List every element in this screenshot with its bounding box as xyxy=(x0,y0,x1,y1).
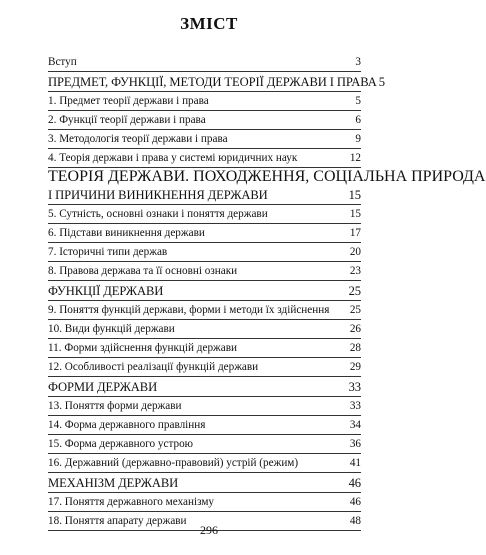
toc-entry-label: 18. Поняття апарату держави xyxy=(48,515,187,527)
toc-entry-label: Вступ xyxy=(48,56,77,68)
toc-entry xyxy=(48,149,361,168)
toc-entry-label: ФУНКЦІЇ ДЕРЖАВИ xyxy=(48,284,164,298)
toc-entry-page: 46 xyxy=(349,496,361,508)
toc-entry-label: 10. Види функцій держави xyxy=(48,323,175,335)
toc-section-heading xyxy=(48,281,361,301)
toc-entry-label: 11. Форми здійснення функцій держави xyxy=(48,342,238,354)
toc-entry-label: ПРЕДМЕТ, ФУНКЦІЇ, МЕТОДИ ТЕОРІЇ ДЕРЖАВИ І ПРАВА xyxy=(48,75,377,89)
toc-entry-label: 1. Предмет теорії держави і права xyxy=(48,95,209,107)
toc-entry-page: 3 xyxy=(355,56,361,68)
toc-entry-label: 8. Правова держава та її основні ознаки xyxy=(48,265,238,277)
toc-entry-page: 25 xyxy=(348,284,361,298)
toc-entry-label: 4. Теорія держави і права у системі юридичних наук xyxy=(48,152,298,164)
toc-entry xyxy=(48,224,361,243)
toc-entry xyxy=(48,130,361,149)
toc-section-heading xyxy=(48,168,486,185)
toc-entry-label: 2. Функції теорії держави і права xyxy=(48,114,206,126)
toc-entry-label: 5. Сутність, основні ознаки і поняття держави xyxy=(48,208,268,220)
toc-entry xyxy=(48,92,361,111)
toc-entry xyxy=(48,243,361,262)
toc-entry xyxy=(48,339,361,358)
toc-entry xyxy=(48,53,361,72)
toc-entry-page: 12 xyxy=(349,152,361,164)
toc-entry-label: 14. Форма державного правління xyxy=(48,419,206,431)
toc-entry-label: 16. Державний (державно-правовий) устрій (режим) xyxy=(48,457,299,469)
toc-entry-label: 3. Методологія теорії держави і права xyxy=(48,133,228,145)
toc-section-heading xyxy=(48,72,385,92)
toc-entry xyxy=(48,416,361,435)
toc-entry-page: 6 xyxy=(355,114,361,126)
toc-entry-label: І ПРИЧИНИ ВИНИКНЕННЯ ДЕРЖАВИ xyxy=(48,188,268,202)
page-number: 296 xyxy=(200,523,218,537)
toc-entry-page: 34 xyxy=(349,419,361,431)
toc-entry-page: 20 xyxy=(349,246,361,258)
toc-entry-label: 6. Підстави виникнення держави xyxy=(48,227,205,239)
toc-entry-page: 36 xyxy=(349,438,361,450)
toc-entry-label: ФОРМИ ДЕРЖАВИ xyxy=(48,380,158,394)
toc-entry-page: 46 xyxy=(348,476,361,490)
toc-entry xyxy=(48,397,361,416)
toc-entry-page: 9 xyxy=(355,133,361,145)
toc-entry-page: 5 xyxy=(355,95,361,107)
toc-entry-page: 28 xyxy=(349,342,361,354)
toc-entry xyxy=(48,205,361,224)
toc-section-heading xyxy=(48,473,361,493)
toc-entry-label: 9. Поняття функцій держави, форми і методи їх здійснення xyxy=(48,304,330,316)
toc-entry-page: 25 xyxy=(349,304,361,316)
toc-entry-label: МЕХАНІЗМ ДЕРЖАВИ xyxy=(48,476,179,490)
toc-entry xyxy=(48,111,361,130)
toc-section-heading xyxy=(48,377,361,397)
toc-entry-page: 29 xyxy=(349,361,361,373)
toc-entry-label: 7. Історичні типи держав xyxy=(48,246,168,258)
toc-entry-label: 13. Поняття форми держави xyxy=(48,400,182,412)
toc-entry-page: 26 xyxy=(349,323,361,335)
toc-entry-page: 5 xyxy=(378,75,385,89)
toc-entry-page: 15 xyxy=(348,188,361,202)
toc-entry xyxy=(48,435,361,454)
toc-entry xyxy=(48,493,361,512)
toc-entry xyxy=(48,262,361,281)
toc-entry xyxy=(48,301,361,320)
toc-entry-page: 33 xyxy=(349,400,361,412)
toc-entry xyxy=(48,320,361,339)
table-of-contents xyxy=(48,53,486,531)
toc-entry-label: 12. Особливості реалізації функцій держави xyxy=(48,361,259,373)
toc-entry-label: ТЕОРІЯ ДЕРЖАВИ. ПОХОДЖЕННЯ, СОЦІАЛЬНА ПРИРОДА xyxy=(48,168,486,185)
toc-entry-page: 41 xyxy=(349,457,361,469)
toc-entry xyxy=(48,454,361,473)
toc-entry-label: 17. Поняття державного механізму xyxy=(48,496,215,508)
toc-entry-label: 15. Форма державного устрою xyxy=(48,438,194,450)
toc-entry xyxy=(48,358,361,377)
toc-entry-page: 23 xyxy=(349,265,361,277)
toc-entry-page: 15 xyxy=(349,208,361,220)
toc-entry-page: 48 xyxy=(349,515,361,527)
toc-entry-page: 33 xyxy=(348,380,361,394)
page-title: ЗМІСТ xyxy=(180,14,238,33)
toc-section-heading xyxy=(48,185,361,205)
toc-entry-page: 17 xyxy=(349,227,361,239)
